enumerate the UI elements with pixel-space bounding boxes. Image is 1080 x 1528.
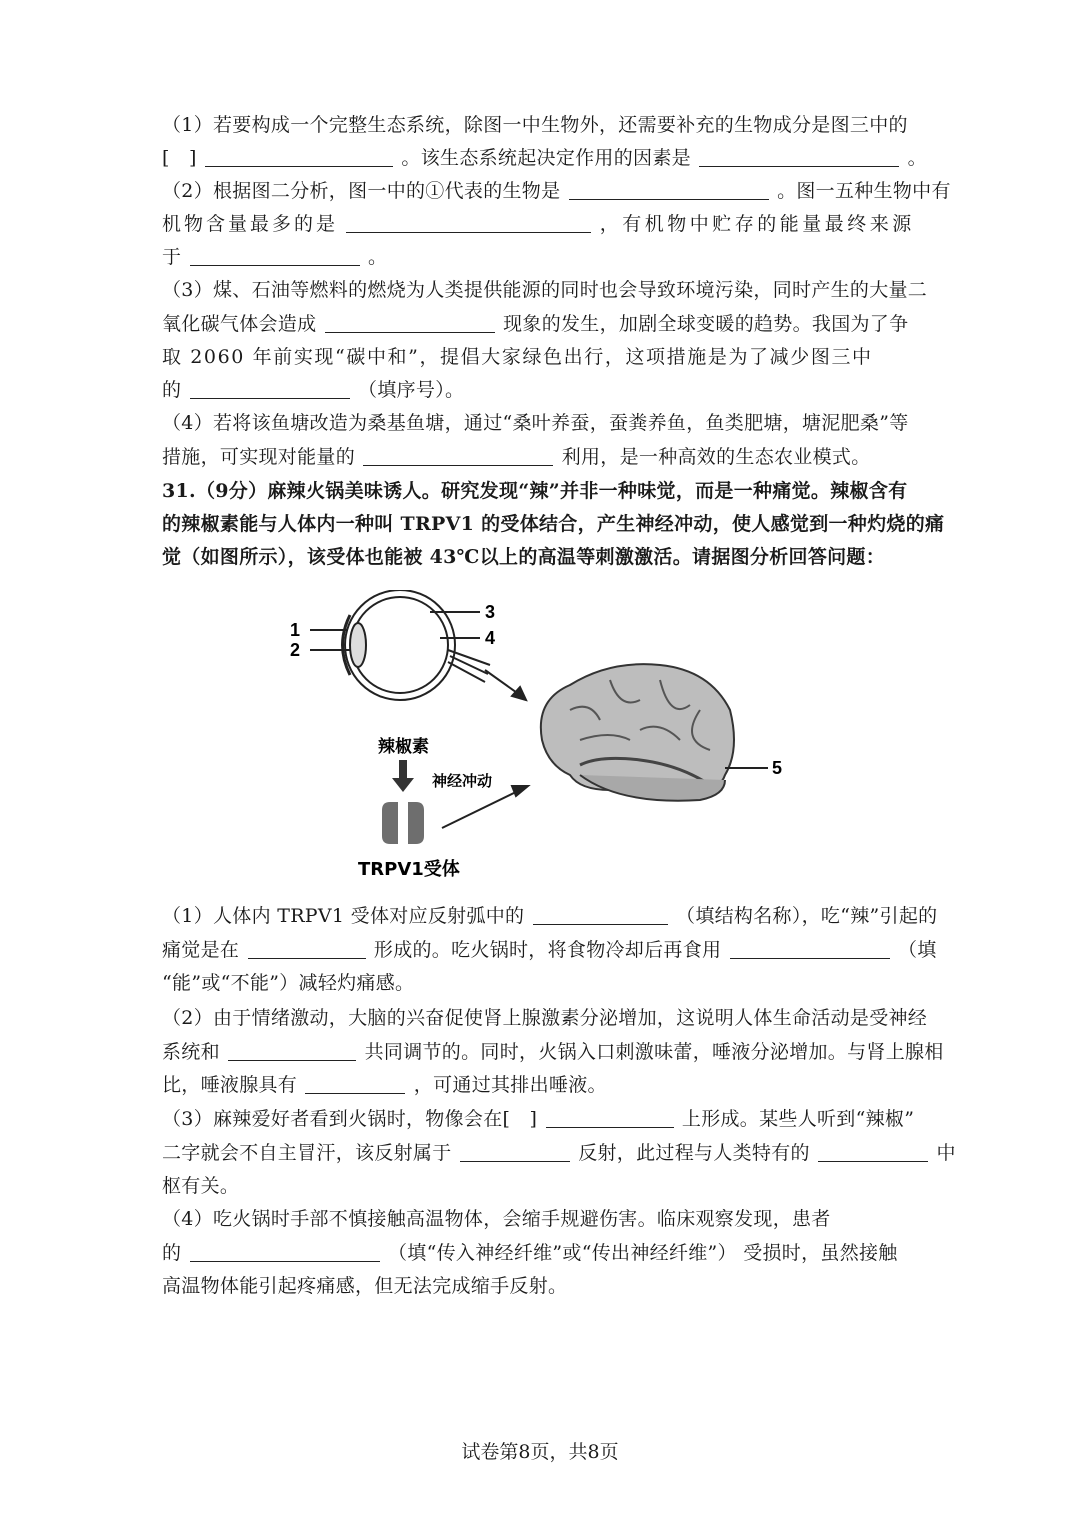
q30-p3-line2: 氧化碳气体会造成 现象的发生，加剧全球变暖的趋势。我国为了争 <box>162 313 909 335</box>
q30-p1-line1: （1）若要构成一个完整生态系统，除图一中生物外，还需要补充的生物成分是图三中的 <box>162 114 908 136</box>
trpv1-receptor-icon <box>382 802 424 844</box>
label-2: 2 <box>290 640 301 660</box>
q31-intro-line3: 觉（如图所示），该受体也能被 43℃以上的高温等刺激激活。请据图分析回答问题： <box>162 546 886 568</box>
receptor-label: TRPV1受体 <box>358 859 460 880</box>
blank-q30-7[interactable] <box>190 378 350 399</box>
blank-q31-2[interactable] <box>248 938 366 959</box>
label-1: 1 <box>290 620 301 640</box>
down-arrow <box>392 760 414 792</box>
blank-q30-5[interactable] <box>190 245 360 266</box>
blank-q30-3[interactable] <box>569 179 769 200</box>
q31-s3-line1: （3）麻辣爱好者看到火锅时，物像会在[ ] 上形成。某些人听到“辣椒” <box>162 1108 915 1130</box>
brain-illustration <box>541 664 768 801</box>
q31-s4-line1: （4）吃火锅时手部不慎接触高温物体，会缩手规避伤害。临床观察发现，患者 <box>162 1208 831 1230</box>
blank-q30-1[interactable] <box>205 146 393 167</box>
q30-p2-line3: 于 。 <box>162 246 388 268</box>
blank-q30-6[interactable] <box>325 312 495 333</box>
page-footer: 试卷第8页，共8页 <box>461 1441 619 1463</box>
label-4: 4 <box>485 628 496 648</box>
q30-p4-line1: （4）若将该鱼塘改造为桑基鱼塘，通过“桑叶养蚕，蚕粪养鱼，鱼类肥塘，塘泥肥桑”等 <box>162 412 909 434</box>
blank-q31-9[interactable] <box>190 1241 380 1262</box>
blank-q31-1[interactable] <box>533 904 668 925</box>
blank-q31-5[interactable] <box>305 1073 405 1094</box>
q31-s4-line3: 高温物体能引起疼痛感，但无法完成缩手反射。 <box>162 1275 568 1297</box>
q31-s1-line2: 痛觉是在 形成的。吃火锅时，将食物冷却后再食用 （填 <box>162 939 937 961</box>
q31-s2-line3: 比，唾液腺具有 ，可通过其排出唾液。 <box>162 1074 607 1096</box>
blank-q31-8[interactable] <box>818 1141 928 1162</box>
q31-s3-line3: 枢有关。 <box>162 1175 240 1197</box>
label-3: 3 <box>485 602 496 622</box>
q30-p1-line2: [ ] 。该生态系统起决定作用的因素是 。 <box>162 147 927 169</box>
blank-q31-7[interactable] <box>460 1141 570 1162</box>
q30-p2-line2: 机物含量最多的是 ，有机物中贮存的能量最终来源 <box>162 213 915 235</box>
q31-s3-line2: 二字就会不自主冒汗，该反射属于 反射，此过程与人类特有的 中 <box>162 1142 956 1164</box>
q30-p3-line4: 的 （填序号）。 <box>162 379 465 401</box>
q31-s4-line2: 的 （填“传入神经纤维”或“传出神经纤维”） 受损时，虽然接触 <box>162 1242 898 1264</box>
capsaicin-label: 辣椒素 <box>378 737 429 757</box>
impulse-label: 神经冲动 <box>432 772 493 790</box>
q31-s1-line1: （1）人体内 TRPV1 受体对应反射弧中的 （填结构名称），吃“辣”引起的 <box>162 905 938 927</box>
blank-q31-3[interactable] <box>730 938 890 959</box>
q31-s2-line1: （2）由于情绪激动，大脑的兴奋促使肾上腺激素分泌增加，这说明人体生命活动是受神经 <box>162 1007 928 1029</box>
q31-intro-line1: 31.（9分）麻辣火锅美味诱人。研究发现“辣”并非一种味觉，而是一种痛觉。辣椒含有 <box>162 480 908 502</box>
label-5: 5 <box>772 758 783 778</box>
bracket: [ ] <box>162 147 197 169</box>
q31-s1-line3: “能”或“不能”）减轻灼痛感。 <box>162 972 415 994</box>
reflex-figure <box>280 590 820 890</box>
blank-q30-4[interactable] <box>346 212 591 233</box>
q30-p3-line3: 取 2060 年前实现“碳中和”，提倡大家绿色出行，这项措施是为了减少图三中 <box>162 346 873 368</box>
arrow-eye-to-brain <box>485 670 526 700</box>
arrow-receptor-to-brain <box>442 786 528 828</box>
eye-diagram <box>310 590 490 700</box>
q31-intro-line2: 的辣椒素能与人体内一种叫 TRPV1 的受体结合，产生神经冲动，使人感觉到一种灼烧的痛 <box>162 513 945 535</box>
q30-p3-line1: （3）煤、石油等燃料的燃烧为人类提供能源的同时也会导致环境污染，同时产生的大量二 <box>162 279 928 301</box>
blank-q31-4[interactable] <box>228 1040 356 1061</box>
blank-q30-2[interactable] <box>699 146 899 167</box>
q30-p2-line1: （2）根据图二分析，图一中的①代表的生物是 。图一五种生物中有 <box>162 180 951 202</box>
q30-p4-line2: 措施，可实现对能量的 利用，是一种高效的生态农业模式。 <box>162 446 871 468</box>
q31-s2-line2: 系统和 共同调节的。同时，火锅入口刺激味蕾，唾液分泌增加。与肾上腺相 <box>162 1041 944 1063</box>
blank-q30-8[interactable] <box>363 445 553 466</box>
blank-q31-6[interactable] <box>546 1107 674 1128</box>
